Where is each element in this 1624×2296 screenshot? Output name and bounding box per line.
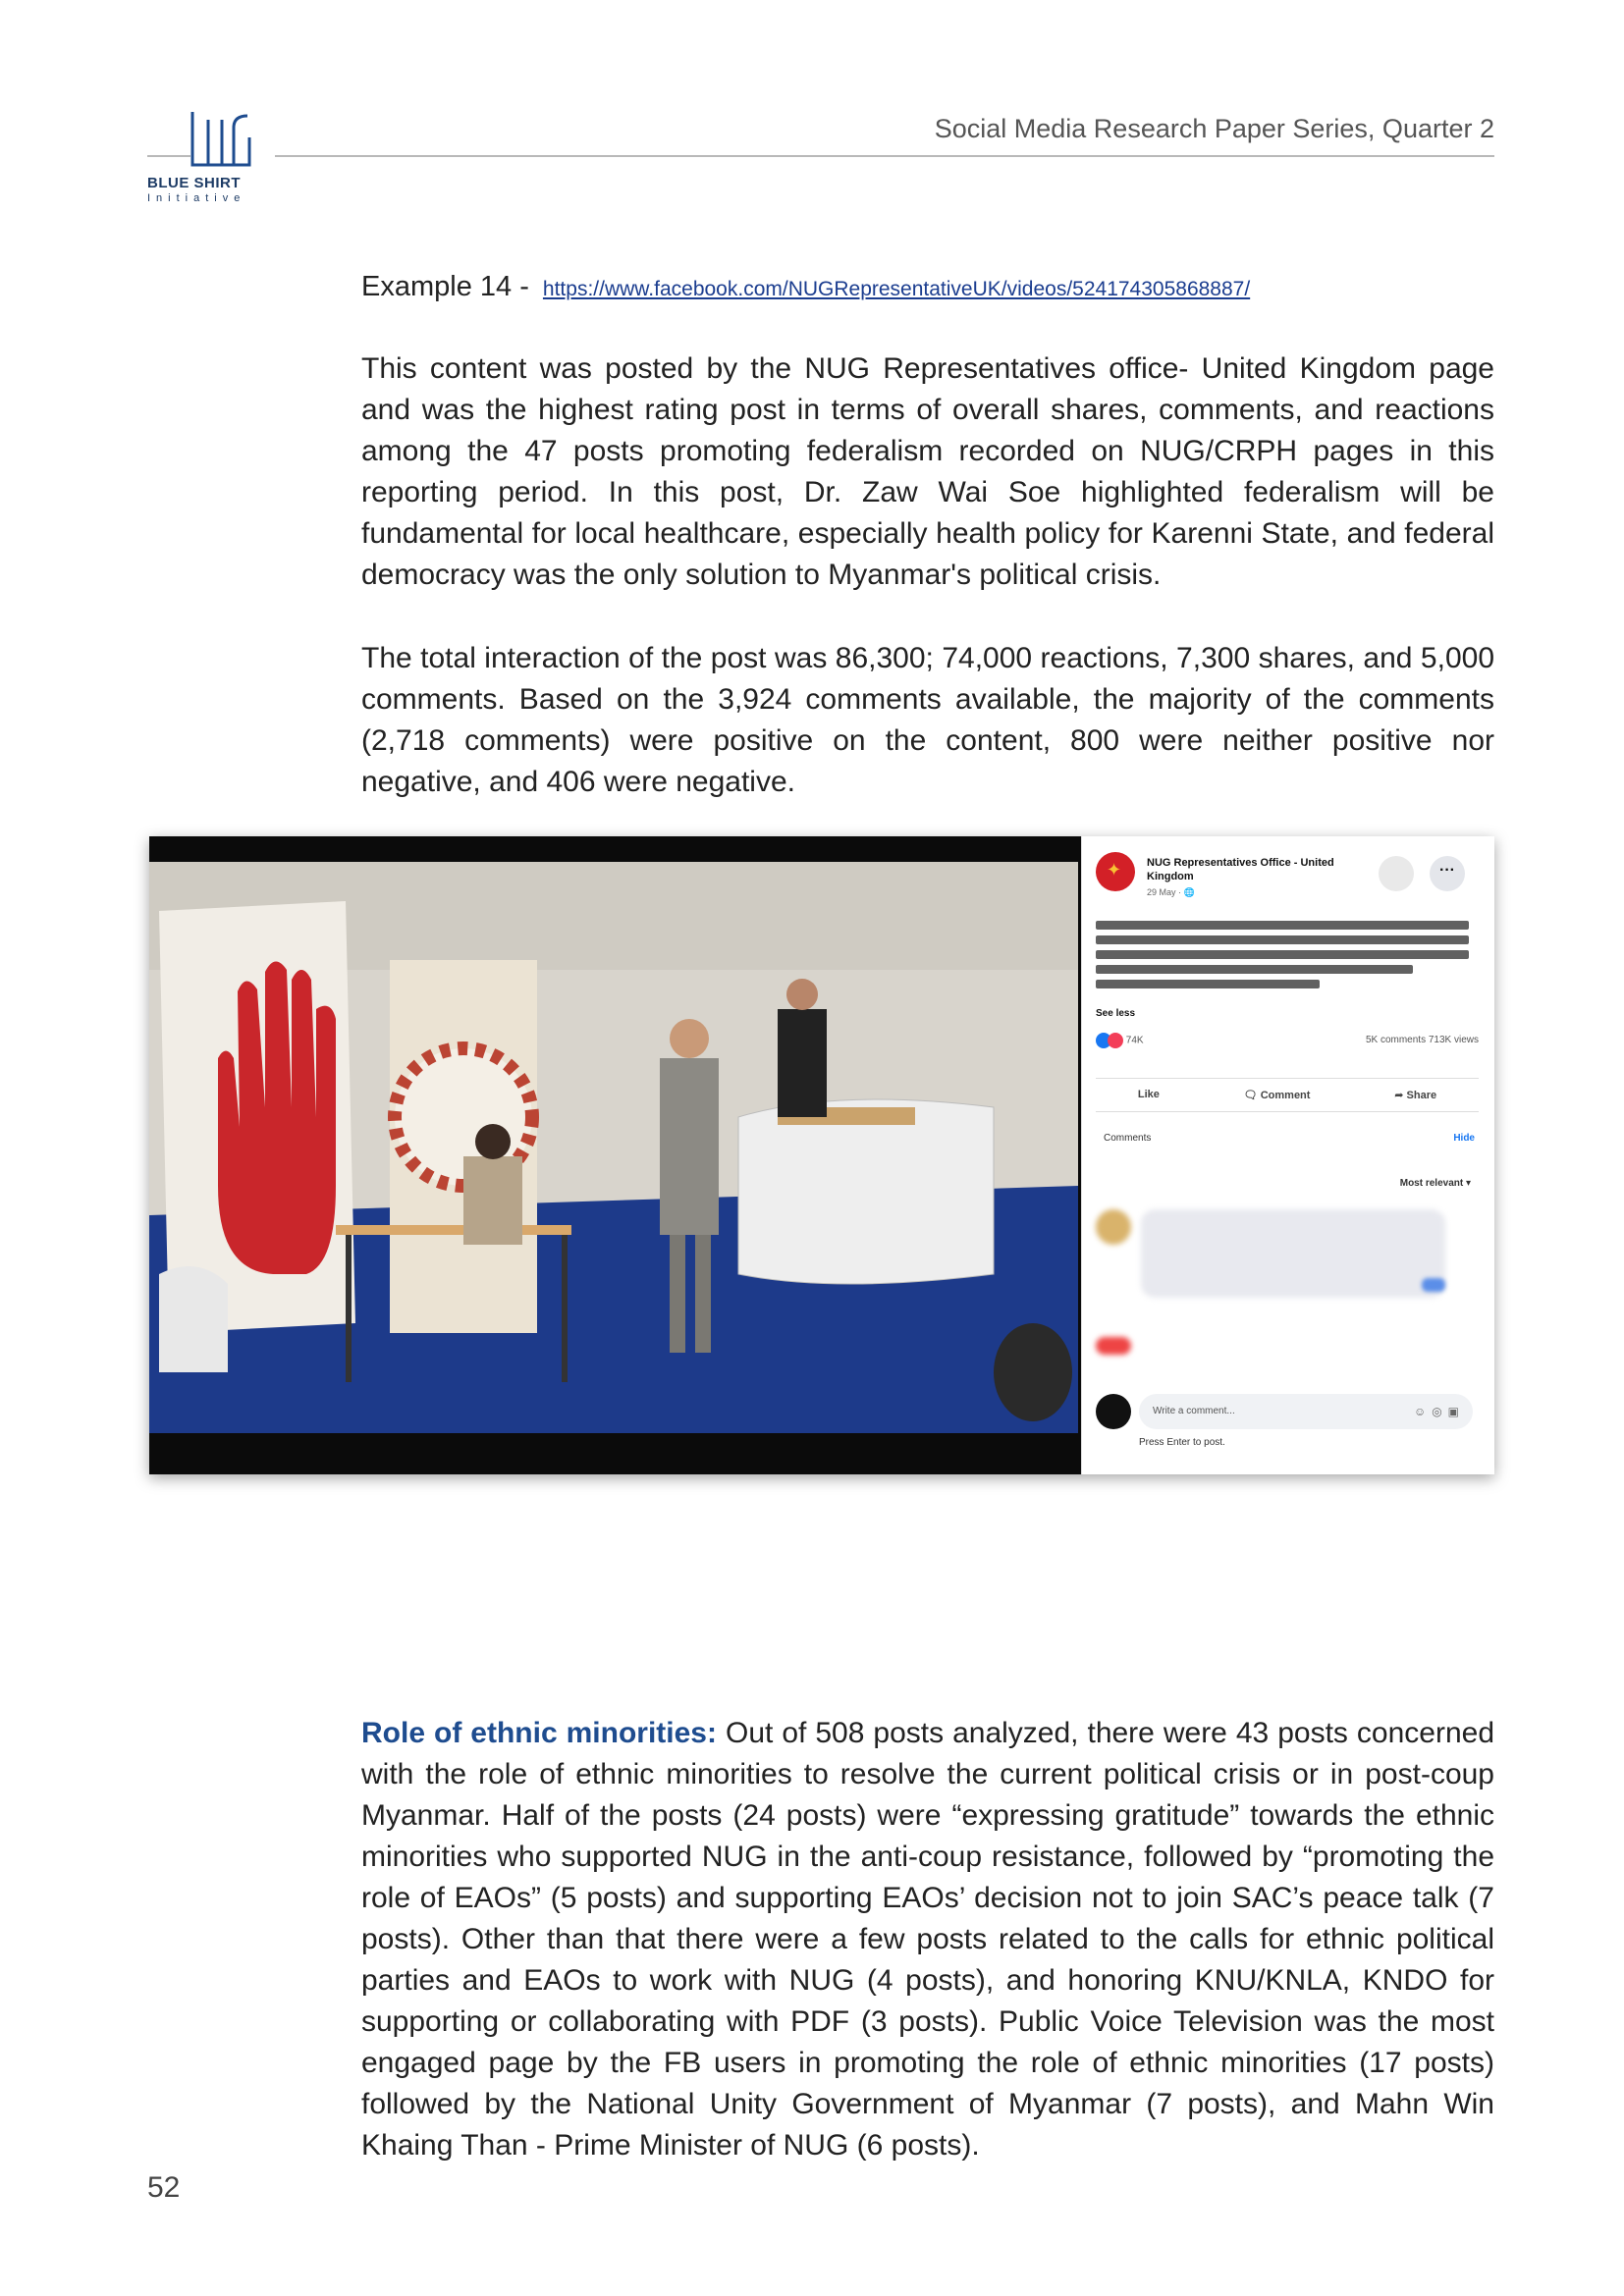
example-link[interactable]: https://www.facebook.com/NUGRepresentativeUK/videos/524174305868887/ (542, 278, 1251, 300)
section-body: Out of 508 posts analyzed, there were 43 posts concerned with the role of ethnic minorities to resolve the current political crisis or in post-coup Myanmar. Half of the posts (24 posts) were “expressing gratitude” towards the ethnic minorities who supported NUG in the anti-coup resistance, followed by “promoting the role of EAOs” (5 posts) and supporting EAOs’ decision not to join SAC’s peace talk (7 posts). Other than that there were a few posts related to the calls for ethnic political parties and EAOs to work with NUG (4 posts), and honoring KNU/KNLA, KNDO for supporting or collaborating with PDF (3 posts). Public Voice Television was the most engaged page by the FB users in promoting the role of ethnic minorities (17 posts) followed by the National Unity Government of Myanmar (7 posts), and Mahn Win Khaing Than - Prime Minister of NUG (6 posts). (361, 1717, 1495, 2162)
event-photo-illustration (149, 862, 1078, 1433)
text-line (1096, 980, 1320, 988)
example-label: Example 14 - (361, 271, 529, 302)
comments-header: Comments (1104, 1133, 1152, 1144)
blue-shirt-logo-icon (187, 108, 255, 169)
globe-icon: 🌐 (1183, 887, 1195, 897)
page-number: 52 (147, 2171, 181, 2204)
paragraph-post-summary: This content was posted by the NUG Representatives office- United Kingdom page and was the highest rating post in terms of overall shares, comments, and reactions among the 47 posts promoting federalism recorded on NUG/CRPH pages in this reporting period. In this post, Dr. Zaw Wai Soe highlighted federalism will be fundamental for local healthcare, especially health policy for Karenni State, and federal democracy was the only solution to Myanmar's political crisis. (361, 352, 1494, 591)
event-photo (149, 862, 1078, 1433)
press-enter-hint: Press Enter to post. (1139, 1437, 1225, 1448)
user-avatar (1096, 1394, 1131, 1429)
next-commenter-avatar (1096, 1337, 1131, 1355)
more-options-icon[interactable]: ··· (1430, 856, 1465, 891)
paragraph-interaction-stats: The total interaction of the post was 86,300; 74,000 reactions, 7,300 shares, and 5,000 comments. Based on the 3,924 comments available, the majority of the comments (2,718 comments) were positive on the content, 800 were neither positive nor negative, and 406 were negative. (361, 642, 1494, 798)
paragraph-ethnic-minorities (361, 1713, 1494, 2166)
page-name[interactable]: NUG Representatives Office - United Kingdom (1147, 857, 1334, 882)
page-avatar[interactable] (1096, 852, 1135, 891)
share-icon: ➦ (1394, 1090, 1407, 1101)
share-button[interactable] (1394, 1089, 1436, 1101)
comment-icon: 🗨 (1243, 1090, 1261, 1101)
post-text-blurred (1096, 915, 1469, 994)
series-title: Social Media Research Paper Series, Quarter 2 (934, 114, 1494, 143)
header-divider (275, 155, 1494, 157)
comment-label: Comment (1260, 1090, 1311, 1101)
header-divider-left (147, 155, 190, 157)
sort-dropdown[interactable]: Most relevant ▾ (1399, 1178, 1471, 1189)
post-date-text: 29 May · (1147, 887, 1184, 897)
commenter-avatar (1096, 1209, 1131, 1245)
comment-bubble (1141, 1209, 1445, 1298)
placeholder-circle (1379, 856, 1414, 891)
emoji-icons[interactable]: ☺◎▣ (1413, 1405, 1465, 1418)
see-less-link[interactable]: See less (1096, 1008, 1136, 1019)
share-label: Share (1406, 1090, 1437, 1101)
love-reaction-icon (1108, 1033, 1123, 1048)
facebook-post-screenshot (149, 836, 1494, 1474)
facebook-side-panel (1081, 836, 1494, 1474)
write-comment-row (1096, 1394, 1479, 1429)
comments-views-count[interactable]: 5K comments 713K views (1365, 1035, 1479, 1045)
text-line (1096, 965, 1413, 974)
text-line (1096, 921, 1469, 930)
post-stats (1096, 1033, 1479, 1048)
post-date (1147, 887, 1195, 898)
like-button[interactable]: Like (1137, 1089, 1160, 1100)
post-actions (1096, 1078, 1479, 1112)
blurred-comment (1096, 1209, 1469, 1357)
logo-subtitle: Initiative (147, 192, 246, 204)
example-heading (361, 271, 1250, 303)
logo-name: BLUE SHIRT (147, 175, 241, 191)
comment-button[interactable] (1244, 1089, 1311, 1101)
section-lead: Role of ethnic minorities: (361, 1717, 717, 1749)
comment-input[interactable]: Write a comment... (1139, 1394, 1473, 1429)
hide-comments-link[interactable]: Hide (1453, 1133, 1475, 1144)
comment-reaction (1422, 1278, 1445, 1292)
reaction-count[interactable]: 74K (1125, 1035, 1144, 1046)
text-line (1096, 935, 1469, 944)
text-line (1096, 950, 1469, 959)
